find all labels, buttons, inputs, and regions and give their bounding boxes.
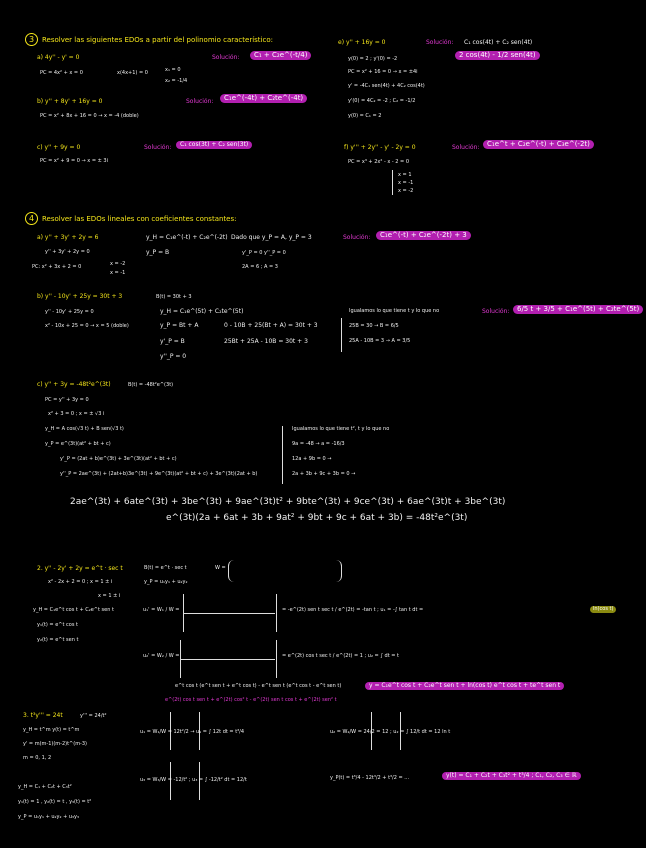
ex3b-ys: y₁(t) = 1 , y₂(t) = t , y₃(t) = t²: [18, 799, 92, 805]
ex4-c-igualamos: Igualamos lo que tiene t², t y lo que no: [292, 426, 390, 432]
exercise-3-title: Resolver las siguientes EDOs a partir del polinomio característico:: [42, 36, 273, 44]
ex4-a-dado: Dado que y_P = A, y_P = 3: [231, 234, 312, 241]
ex3-e-derivative: y' = -4C₁ sen(4t) + 4C₂ cos(4t): [348, 83, 425, 89]
ex3b-solution: y(t) = C₁ + C₂t + C₃t² + t³/4 ; C₁, C₂, C₃ ∈ ℝ: [442, 772, 581, 780]
ex2-wronskian-matrix: [228, 560, 342, 582]
ex4-b-solution-label: Solución:: [482, 308, 510, 315]
ex4-b-brace: [338, 318, 342, 352]
ex4-a-solution: C₁e^(-t) + C₂e^(-2t) + 3: [376, 231, 471, 240]
ex4-b-label: b) y'' - 10y' + 25y = 30t + 3: [37, 293, 123, 300]
ex2-wronskian-expansion: e^t cos t (e^t sen t + e^t cos t) - e^t sen t (e^t cos t - e^t sen t): [175, 683, 342, 689]
ex4-b-igualamos: Igualamos lo que tiene t y lo que no: [349, 308, 440, 314]
ex3-b-solution-label: Solución:: [186, 98, 214, 105]
ex3-a-factored: x(4x+1) = 0: [117, 70, 148, 76]
ex2-bt: B(t) = e^t · sec t: [144, 565, 187, 571]
ex2-wronskian-simplified: e^(2t) cos t sen t + e^(2t) cos² t - e^(2t) sen t cos t + e^(2t) sen² t: [165, 697, 337, 703]
ex4-b-pc: x² - 10x + 25 = 0 → x = 5 (doble): [45, 323, 129, 329]
ex4-c-expanded: 2ae^(3t) + 6ate^(3t) + 3be^(3t) + 9ae^(3t)t² + 9bte^(3t) + 9ce^(3t) + 6ae^(3t)t + 3be^(3t): [70, 497, 506, 507]
ex4-c-pc-1: PC = y'' + 3y = 0: [45, 397, 89, 403]
ex3b-u3: u₃ = W₃/W = -12/t² ; u₃ = ∫ -12/t² dt = 12/t: [140, 777, 247, 783]
ex3-e-particular-solution: 2 cos(4t) - 1/2 sen(4t): [455, 51, 540, 60]
ex3-f-solution: C₁e^t + C₂e^(-t) + C₃e^(-2t): [483, 140, 594, 149]
ex3-a-solution: C₁ + C₂e^(-t/4): [250, 51, 311, 60]
ex4-c-bt: B(t) = -48t²e^(3t): [128, 382, 174, 388]
ex3-f-root-3: x = -2: [398, 188, 414, 194]
ex3-a-root-1: x₁ = 0: [165, 67, 181, 73]
ex3b-roots: m = 0, 1, 2: [23, 755, 52, 761]
exercise-number-4: 4: [25, 212, 38, 225]
ex3-e-label: e) y'' + 16y = 0: [338, 39, 386, 46]
ex3b-label: 3. t³y''' = 24t: [23, 712, 63, 719]
ex4-c-result-1: 9a = -48 → a = -16/3: [292, 441, 345, 447]
ex4-c-yh: y_H = A cos(√3 t) + B sen(√3 t): [45, 426, 124, 432]
ex4-b-yp-double-prime: y''_P = 0: [160, 353, 187, 360]
ex2-roots: x = 1 ± i: [98, 593, 121, 599]
ex4-c-result-3: 2a + 3b + 9c + 3b = 0 →: [292, 471, 356, 477]
ex3b-derivative: y' = m(m-1)(m-2)t^(m-3): [23, 741, 87, 747]
ex2-yp-form: y_P = u₁y₁ + u₂y₂: [144, 579, 188, 585]
ex3-c-pc: PC = x² + 9 = 0 → x = ± 3i: [40, 158, 108, 164]
ex4-a-root-2: x = -1: [110, 270, 126, 276]
ex3-f-roots-bracket: [392, 170, 393, 195]
ex4-b-result-1: 25B = 30 → B = 6/5: [349, 323, 399, 329]
ex3-c-solution: C₁ cos(3t) + C₂ sen(3t): [176, 141, 252, 149]
ex3b-yh: y_H = t^m y(t) = t^m: [23, 727, 80, 733]
ex4-b-result-2: 25A - 10B = 3 → A = 3/5: [349, 338, 411, 344]
ex3-a-label: a) 4y'' - y' = 0: [37, 54, 80, 61]
ex4-c-pc-2: x² + 3 = 0 ; x = ± √3 i: [48, 411, 105, 417]
ex4-b-yh: y_H = C₁e^(5t) + C₂te^(5t): [160, 308, 244, 315]
ex4-c-factored: e^(3t)(2a + 6at + 3b + 9at² + 9bt + 9c + 6at + 3b) = -48t²e^(3t): [166, 513, 468, 523]
ex4-b-equation-1: 0 - 10B + 25(Bt + A) = 30t + 3: [224, 322, 318, 329]
ex3-b-solution: C₁e^(-4t) + C₂te^(-4t): [220, 94, 307, 103]
ex4-a-pc: PC: x² + 3x + 2 = 0: [32, 264, 82, 270]
ex3-e-c1: y(0) = C₁ = 2: [348, 113, 382, 119]
ex3-e-initial-conditions: y(0) = 2 ; y'(0) = -2: [348, 56, 398, 62]
ex3-f-pc: PC = x³ + 2x² - x - 2 = 0: [348, 159, 410, 165]
ex3b-u2: u₂ = W₂/W = 24/2 = 12 ; u₂ = ∫ 12/t dt = 12 ln t: [330, 729, 451, 735]
ex3-a-pc: PC = 4x² + x = 0: [40, 70, 83, 76]
ex4-b-bt: B(t) = 30t + 3: [156, 294, 192, 300]
ex4-a-label: a) y'' + 3y' + 2y = 6: [37, 234, 99, 241]
ex4-c-result-2: 12a + 9b = 0 →: [292, 456, 332, 462]
ex4-b-homogeneous: y'' - 10y' + 25y = 0: [45, 309, 94, 315]
ex4-b-equation-2: 25Bt + 25A - 10B = 30t + 3: [224, 338, 308, 345]
ex2-u1-result: = -e^(2t) sen t sec t / e^(2t) = -tan t ; u₁ = -∫ tan t dt =: [282, 607, 424, 613]
ex3-a-root-2: x₂ = -1/4: [165, 78, 188, 84]
ex2-y2: y₂(t) = e^t sen t: [37, 637, 79, 643]
ex3-f-root-1: x = 1: [398, 172, 412, 178]
ex2-label: 2. y'' - 2y' + 2y = e^t · sec t: [37, 565, 123, 572]
ex3b-yh-solution: y_H = C₁ + C₂t + C₃t²: [18, 784, 72, 790]
ex3-b-label: b) y'' + 8y' + 16y = 0: [37, 98, 103, 105]
ex3-b-pc: PC = x² + 8x + 16 = 0 → x = -4 (doble): [40, 113, 139, 119]
ex3b-yp-t: y_P(t) = t³/4 - 12t³/2 + t³/2 = ...: [330, 775, 410, 781]
ex3b-yp: y_P = u₁y₁ + u₂y₂ + u₃y₃: [18, 814, 79, 820]
ex2-u2-result: = e^(2t) cos t sec t / e^(2t) = 1 ; u₂ = ∫ dt = t: [282, 653, 399, 659]
exercise-number-3: 3: [25, 33, 38, 46]
ex4-a-homogeneous: y'' + 3y' + 2y = 0: [45, 249, 90, 255]
ex4-c-yp-prime: y'_P = (2at + b)e^(3t) + 3e^(3t)(at² + bt + c): [60, 456, 177, 462]
ex2-yh: y_H = C₁e^t cos t + C₂e^t sen t: [33, 607, 114, 613]
ex3-f-solution-label: Solución:: [452, 144, 480, 151]
ex2-u1-highlight: ln(cos t): [590, 606, 616, 613]
ex4-c-yp-double-prime: y''_P = 2ae^(3t) + (2at+b)3e^(3t) + 9e^(3t)(at² + bt + c) + 3e^(3t)(2at + b): [60, 471, 258, 477]
ex4-c-brace: [279, 426, 283, 484]
ex2-u2-eq: u₂' = W₂ / W =: [143, 653, 180, 659]
ex3-f-root-2: x = -1: [398, 180, 414, 186]
ex3-a-solution-label: Solución:: [212, 54, 240, 61]
ex3-e-pc: PC = x² + 16 = 0 → x = ±4i: [348, 69, 418, 75]
ex4-c-yp: y_P = e^(3t)(at² + bt + c): [45, 441, 111, 447]
ex2-y1: y₁(t) = e^t cos t: [37, 622, 78, 628]
ex3-f-label: f) y''' + 2y'' - y' - 2y = 0: [344, 144, 416, 151]
ex4-b-yp-prime: y'_P = B: [160, 338, 185, 345]
ex2-u1-fraction-bar: [183, 613, 275, 614]
exercise-4-title: Resolver las EDOs lineales con coeficientes constantes:: [42, 215, 237, 223]
ex3-c-label: c) y'' + 9y = 0: [37, 144, 81, 151]
ex2-w-label: W =: [215, 565, 226, 571]
ex2-u1-eq: u₁' = W₁ / W =: [143, 607, 180, 613]
ex4-a-yh: y_H = C₁e^(-t) + C₂e^(-2t): [146, 234, 228, 241]
ex3b-equation: y''' = 24/t²: [80, 713, 107, 719]
ex2-u2-fraction-bar: [180, 659, 275, 660]
ex4-a-equation: 2A = 6 ; A = 3: [242, 264, 278, 270]
ex3-e-c2: y'(0) = 4C₂ = -2 ; C₂ = -1/2: [348, 98, 416, 104]
ex4-a-solution-label: Solución:: [343, 234, 371, 241]
ex4-b-yp: y_P = Bt + A: [160, 322, 199, 329]
ex3b-u1: u₁ = W₁/W = 12t²/2 → u₁ = ∫ 12t dt = t³/4: [140, 729, 245, 735]
ex4-b-solution: 6/5 t + 3/5 + C₁e^(5t) + C₂te^(5t): [513, 305, 643, 314]
ex4-c-label: c) y'' + 3y = -48t²e^(3t): [37, 381, 111, 388]
ex4-a-yp: y_P = B: [146, 249, 170, 256]
ex2-solution: y = C₁e^t cos t + C₂e^t sen t + ln(cos t) e^t cos t + te^t sen t: [365, 682, 564, 690]
ex3-e-solution-label: Solución:: [426, 39, 454, 46]
ex3-e-solution: C₁ cos(4t) + C₂ sen(4t): [464, 39, 533, 46]
ex2-pc: x² - 2x + 2 = 0 ; x = 1 ± i: [48, 579, 113, 585]
ex4-a-root-1: x = -2: [110, 261, 126, 267]
ex4-a-derivatives: y'_P = 0 y''_P = 0: [242, 250, 286, 256]
ex3-c-solution-label: Solución:: [144, 144, 172, 151]
